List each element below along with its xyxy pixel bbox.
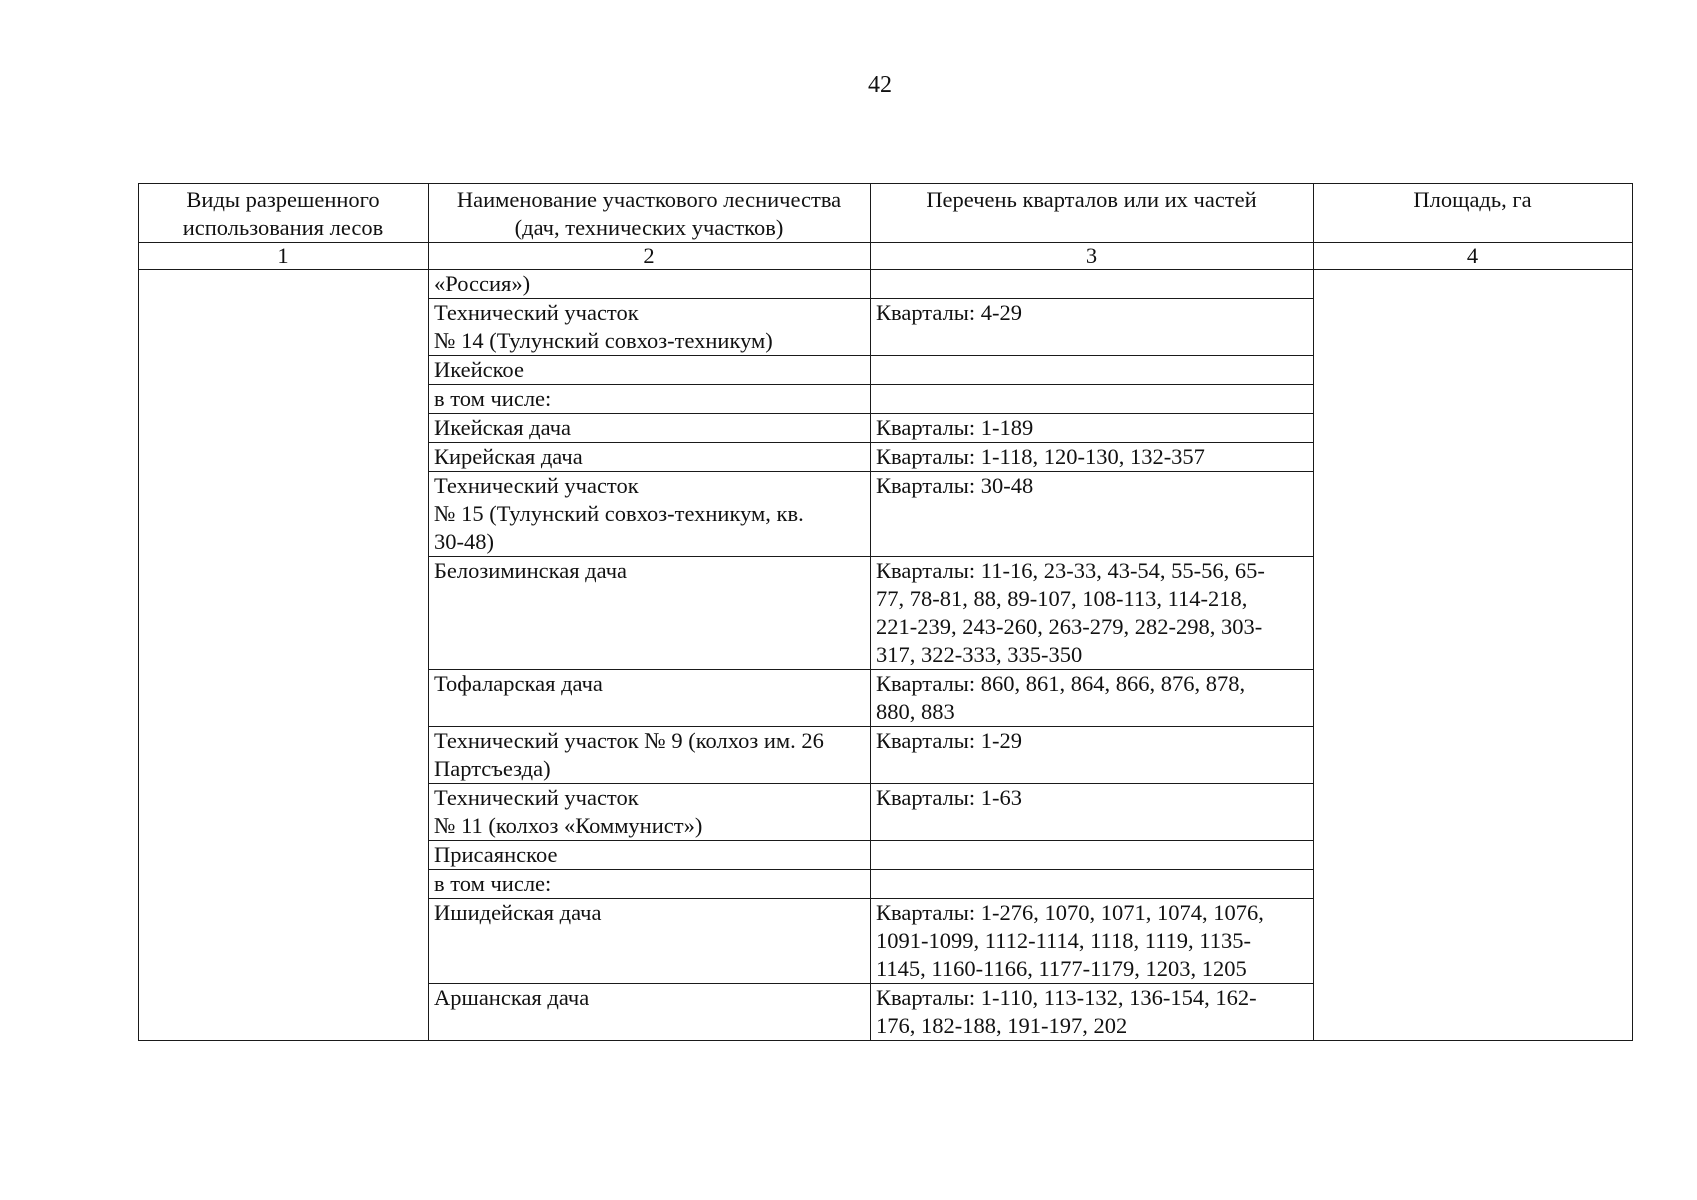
quarters-cell [871,870,1314,899]
quarters-cell: Кварталы: 1-110, 113-132, 136-154, 162- 176, 182-188, 191-197, 202 [871,984,1314,1041]
header-cell-usage-types: Виды разрешенного использования лесов [139,184,429,243]
quarters-cell: Кварталы: 11-16, 23-33, 43-54, 55-56, 65- 77, 78-81, 88, 89-107, 108-113, 114-218, 221-239, 243-260, 263-279, 282-298, 303- 317, 322-333, 335-350 [871,557,1314,670]
area-cell [1314,270,1633,1041]
column-number-row [139,243,1633,270]
forestry-name-cell: Аршанская дача [429,984,871,1041]
table-header-row [139,184,1633,243]
forestry-name-cell: в том числе: [429,385,871,414]
header-cell-forestry-name: Наименование участкового лесничества (дач, технических участков) [429,184,871,243]
quarters-cell [871,270,1314,299]
forestry-name-cell: Технический участок № 9 (колхоз им. 26 Партсъезда) [429,727,871,784]
table-body [139,270,1633,1041]
forestry-name-cell: Белозиминская дача [429,557,871,670]
quarters-cell: Кварталы: 1-63 [871,784,1314,841]
table-row [139,270,1633,299]
forestry-name-cell: в том числе: [429,870,871,899]
forest-use-table [138,183,1633,1041]
quarters-cell [871,356,1314,385]
forestry-name-cell: Технический участок № 15 (Тулунский совхоз-техникум, кв. 30-48) [429,472,871,557]
quarters-cell: Кварталы: 4-29 [871,299,1314,356]
forestry-name-cell: Икейская дача [429,414,871,443]
header-cell-quarters-list: Перечень кварталов или их частей [871,184,1314,243]
forestry-name-cell: Присаянское [429,841,871,870]
quarters-cell [871,841,1314,870]
forestry-name-cell: Ишидейская дача [429,899,871,984]
forestry-name-cell: Тофаларская дача [429,670,871,727]
quarters-cell: Кварталы: 30-48 [871,472,1314,557]
page-number: 42 [868,72,892,98]
forestry-name-cell: Икейское [429,356,871,385]
quarters-cell: Кварталы: 1-118, 120-130, 132-357 [871,443,1314,472]
column-number-cell: 2 [429,243,871,270]
forestry-name-cell: Технический участок № 11 (колхоз «Коммунист») [429,784,871,841]
header-cell-area: Площадь, га [1314,184,1633,243]
column-number-cell: 3 [871,243,1314,270]
forestry-name-cell: Технический участок № 14 (Тулунский совхоз-техникум) [429,299,871,356]
quarters-cell: Кварталы: 1-276, 1070, 1071, 1074, 1076, 1091-1099, 1112-1114, 1118, 1119, 1135- 1145, 1160-1166, 1177-1179, 1203, 1205 [871,899,1314,984]
forestry-name-cell: Кирейская дача [429,443,871,472]
quarters-cell: Кварталы: 1-29 [871,727,1314,784]
column-number-cell: 4 [1314,243,1633,270]
column-number-cell: 1 [139,243,429,270]
quarters-cell: Кварталы: 1-189 [871,414,1314,443]
quarters-cell: Кварталы: 860, 861, 864, 866, 876, 878, 880, 883 [871,670,1314,727]
forestry-name-cell: «Россия») [429,270,871,299]
usage-type-cell [139,270,429,1041]
quarters-cell [871,385,1314,414]
